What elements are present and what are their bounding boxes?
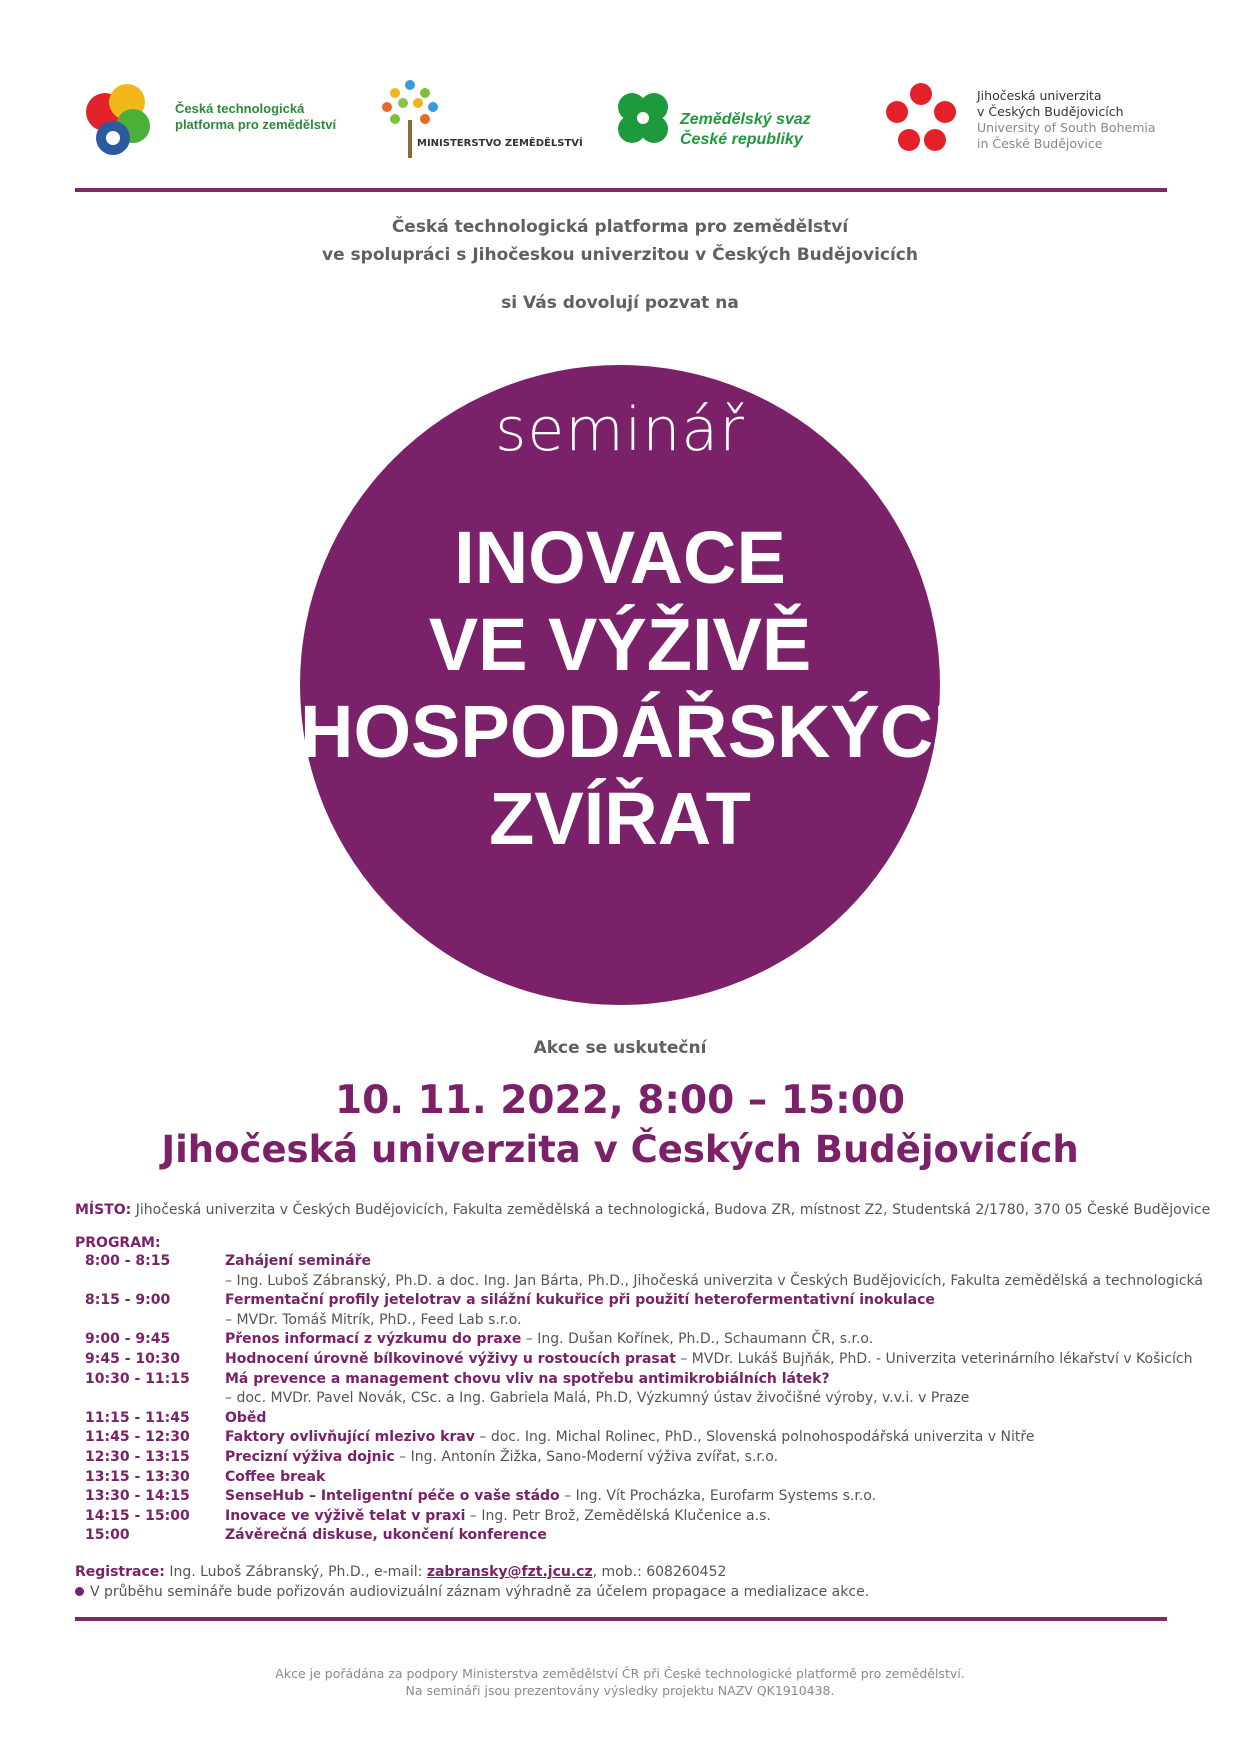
program-body [225, 1488, 876, 1504]
program-title: Precizní výživa dojnic [225, 1449, 395, 1465]
clover-icon [610, 85, 676, 151]
location-label: MÍSTO: [75, 1202, 132, 1218]
zscr-logo [610, 85, 840, 155]
program-title: Coffee break [225, 1468, 326, 1485]
program-title: Inovace ve výživě telat v praxi [225, 1507, 466, 1524]
ctpz-emblem-icon [75, 78, 159, 162]
program-title: Faktory ovlivňující mlezivo krav [225, 1429, 475, 1446]
title-circle [300, 365, 987, 1005]
program-sub-text: – doc. MVDr. Pavel Novák, CSc. a Ing. Gabriela Malá, Ph.D, Výzkumný ústav živočišné výroby, v.v.i. v Praze [225, 1390, 970, 1407]
program-title: SenseHub – Inteligentní péče o vaše stádo [225, 1488, 560, 1505]
intro-line1: Česká technologická platforma pro zemědělství [391, 217, 849, 237]
program-body [225, 1469, 325, 1485]
event-venue: Jihočeská univerzita v Českých Budějovicích [161, 1128, 1079, 1171]
program-body [225, 1527, 547, 1543]
program-time: 14:15 - 15:00 [85, 1507, 190, 1524]
intro-line2: ve spolupráci s Jihočeskou univerzitou v Českých Budějovicích [322, 245, 918, 265]
title-line-1: INOVACE [454, 516, 786, 599]
event-lead: Akce se uskuteční [533, 1038, 707, 1058]
intro-invite: si Vás dovolují pozvat na [501, 293, 739, 313]
program-title: Závěrečná diskuse, ukončení konference [225, 1527, 547, 1544]
program-speaker: – doc. Ing. Michal Rolinec, PhD., Slovenská polnohospodářská univerzita v Nitře [474, 1429, 1035, 1446]
program-body [225, 1331, 873, 1347]
title-line-4: ZVÍŘAT [489, 777, 751, 860]
seminar-kicker: seminář [495, 395, 745, 465]
event-date: 10. 11. 2022, 8:00 – 15:00 [334, 1078, 906, 1123]
program-title: Fermentační profily jetelotrav a silážní kukuřice při použití heterofermentativní inokulace [225, 1292, 935, 1309]
program-time: 13:15 - 13:30 [85, 1468, 190, 1485]
program-title: Přenos informací z výzkumu do praxe [225, 1331, 522, 1348]
jcu-line1: Jihočeská univerzita [977, 88, 1102, 103]
program-body [225, 1508, 771, 1524]
program-time: 8:00 - 8:15 [85, 1253, 171, 1269]
location-text: Jihočeská univerzita v Českých Budějovicích, Fakulta zemědělská a technologická, Budova ZR, místnost Z2, Studentská 2/1780, 370 05 České Budějovice [131, 1202, 1211, 1218]
program-body [225, 1371, 830, 1387]
program-body [225, 1253, 371, 1269]
program-speaker: – Ing. Vít Procházka, Eurofarm Systems s.r.o. [559, 1488, 877, 1505]
ctpz-line2: platforma pro zemědělství [175, 117, 337, 133]
program-time: 11:45 - 12:30 [85, 1429, 190, 1446]
jcu-line2: v Českých Budějovicích [977, 104, 1124, 119]
top-divider [75, 188, 1167, 192]
footer-line1: Akce je pořádána za podpory Ministerstva zemědělství ČR při České technologické platformě pro zemědělství. [275, 1666, 965, 1681]
registration-text2: , mob.: 608260452 [592, 1564, 727, 1580]
ctpz-line1: Česká technologická [175, 101, 305, 116]
mze-logo [375, 75, 585, 160]
program-body [225, 1410, 266, 1426]
bullet-icon [75, 1587, 84, 1596]
registration-text1: Ing. Luboš Zábranský, Ph.D., e-mail: [164, 1564, 427, 1580]
zscr-line1: Zemědělský svaz [680, 111, 811, 128]
registration-email-link[interactable]: zabransky@fzt.jcu.cz [426, 1564, 593, 1580]
program-title: Má prevence a management chovu vliv na spotřebu antimikrobiálních látek? [225, 1370, 830, 1387]
program-body [225, 1449, 778, 1465]
program-time: 8:15 - 9:00 [85, 1292, 171, 1309]
program-time: 15:00 [85, 1527, 130, 1544]
registration-line [75, 1564, 726, 1580]
program-title: Zahájení semináře [225, 1253, 371, 1269]
program-body [225, 1292, 935, 1308]
intro [0, 213, 1240, 317]
program-label: PROGRAM: [75, 1235, 161, 1251]
program-time: 9:00 - 9:45 [85, 1331, 171, 1348]
jcu-dots-icon [885, 82, 957, 154]
footer [0, 1665, 1240, 1699]
recording-note [75, 1584, 869, 1600]
jcu-line3: University of South Bohemia [977, 120, 1156, 135]
program-time: 12:30 - 13:15 [85, 1449, 190, 1465]
program-time: 11:15 - 11:45 [85, 1409, 190, 1426]
program-sub-text: – Ing. Luboš Zábranský, Ph.D. a doc. Ing. Jan Bárta, Ph.D., Jihočeská univerzita v Českých Budějovicích, Fakulta zemědělská a technologická [225, 1272, 1203, 1289]
program-time: 13:30 - 14:15 [85, 1488, 190, 1505]
ctpz-logo [75, 78, 345, 158]
program-time: 10:30 - 11:15 [85, 1370, 190, 1387]
program-speaker: – MVDr. Lukáš Bujňák, PhD. - Univerzita veterinárního lékařství v Košicích [675, 1351, 1193, 1367]
title-line-2: VE VÝŽIVĚ [428, 603, 812, 686]
program-sub-text: – MVDr. Tomáš Mitrík, PhD., Feed Lab s.r.o. [225, 1311, 522, 1328]
program-title: Hodnocení úrovně bílkovinové výživy u rostoucích prasat [225, 1351, 676, 1367]
program-time: 9:45 - 10:30 [85, 1351, 180, 1367]
mze-label: MINISTERSTVO ZEMĚDĚLSTVÍ [417, 138, 583, 149]
program-speaker: – Ing. Petr Brož, Zemědělská Klučenice a.s. [465, 1507, 771, 1524]
jcu-line4: in České Budějovice [977, 136, 1103, 151]
location-line [75, 1202, 1210, 1218]
title-line-3: HOSPODÁŘSKÝCH [300, 690, 987, 773]
program-body [225, 1351, 1192, 1367]
recording-note-text: V průběhu semináře bude pořizován audiovizuální záznam výhradně za účelem propagace a medializace akce. [90, 1584, 870, 1600]
program-body [225, 1429, 1034, 1445]
program-title: Oběd [225, 1409, 267, 1426]
bottom-divider [75, 1617, 1167, 1621]
program-speaker: – Ing. Dušan Kořínek, Ph.D., Schaumann ČR, s.r.o. [521, 1331, 874, 1348]
registration-label: Registrace: [75, 1564, 165, 1580]
program-speaker: – Ing. Antonín Žižka, Sano-Moderní výživa zvířat, s.r.o. [394, 1449, 779, 1465]
jcu-logo [885, 82, 1175, 157]
zscr-line2: České republiky [680, 131, 803, 148]
footer-line2: Na semináři jsou prezentovány výsledky projektu NAZV QK1910438. [405, 1683, 835, 1698]
